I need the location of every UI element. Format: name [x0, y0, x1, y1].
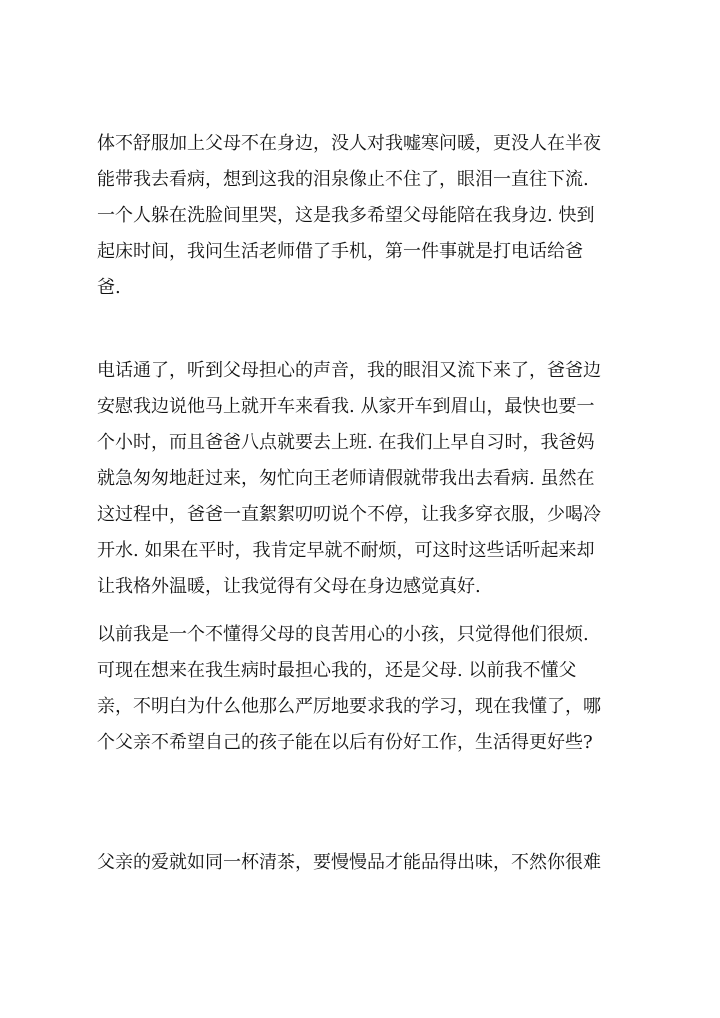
text-line: 这过程中，爸爸一直絮絮叨叨说个不停，让我多穿衣服，少喝冷	[97, 504, 601, 525]
text-line: 开水. 如果在平时，我肯定早就不耐烦，可这时这些话听起来却	[97, 540, 595, 561]
text-line: 能带我去看病，想到这我的泪泉像止不住了，眼泪一直往下流.	[97, 169, 589, 190]
text-line: 让我格外温暖，让我觉得有父母在身边感觉真好.	[97, 576, 481, 597]
text-line: 电话通了，听到父母担心的声音，我的眼泪又流下来了，爸爸边	[97, 360, 601, 381]
text-line: 爸.	[97, 277, 121, 298]
paragraph-1	[97, 126, 637, 306]
text-line: 父亲的爱就如同一杯清茶，要慢慢品才能品得出味，不然你很难	[97, 852, 601, 873]
text-line: 体不舒服加上父母不在身边，没人对我嘘寒问暖，更没人在半夜	[97, 133, 601, 154]
text-line: 以前我是一个不懂得父母的良苦用心的小孩，只觉得他们很烦.	[97, 624, 589, 645]
text-line: 个小时，而且爸爸八点就要去上班. 在我们上早自习时，我爸妈	[97, 432, 595, 453]
text-line: 可现在想来在我生病时最担心我的，还是父母. 以前我不懂父	[97, 660, 577, 681]
text-line: 一个人躲在洗脸间里哭，这是我多希望父母能陪在我身边. 快到	[97, 205, 595, 226]
text-line: 就急匆匆地赶过来，匆忙向王老师请假就带我出去看病. 虽然在	[97, 468, 595, 489]
paragraph-2	[97, 353, 637, 605]
text-line: 个父亲不希望自己的孩子能在以后有份好工作，生活得更好些?	[97, 732, 593, 753]
paragraph-4	[97, 845, 637, 881]
paragraph-3	[97, 617, 637, 761]
text-line: 亲，不明白为什么他那么严厉地要求我的学习，现在我懂了，哪	[97, 696, 601, 717]
text-line: 安慰我边说他马上就开车来看我. 从家开车到眉山，最快也要一	[97, 396, 595, 417]
text-line: 起床时间，我问生活老师借了手机，第一件事就是打电话给爸	[97, 241, 583, 262]
